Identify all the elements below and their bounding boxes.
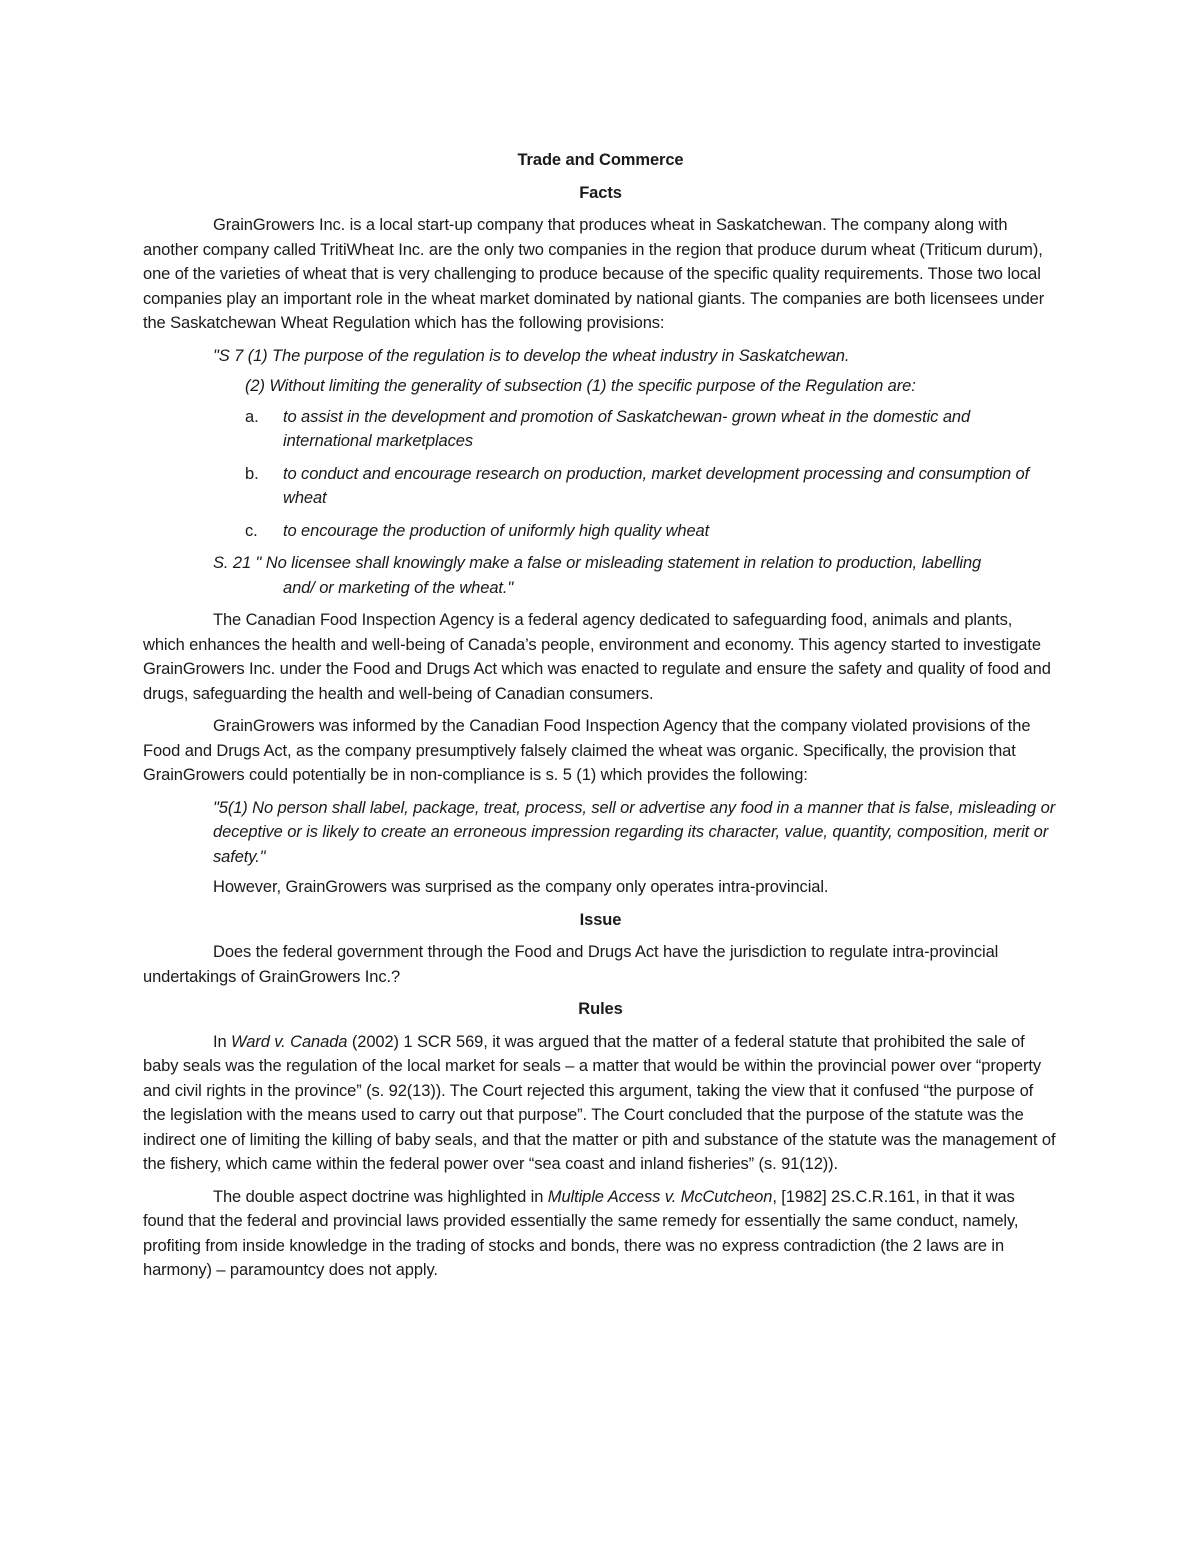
facts-paragraph-4: However, GrainGrowers was surprised as the company only operates intra-provincial. xyxy=(213,878,829,896)
list-marker: c. xyxy=(245,521,258,540)
regulation-s21-part-1: S. 21 " No licensee shall knowingly make a false or misleading statement in relation to production, labelling xyxy=(213,554,982,572)
food-drugs-act-s5-quote: "5(1) No person shall label, package, treat, process, sell or advertise any food in a manner that is false, misleading or deceptive or is likely to create an erroneous impression regarding its character, value, quantity, composition, merit or safety." xyxy=(213,798,1056,866)
list-item xyxy=(143,519,1058,544)
regulation-s7-1: "S 7 (1) The purpose of the regulation is to develop the wheat industry in Saskatchewan. xyxy=(213,346,850,365)
list-item-text: to assist in the development and promotion of Saskatchewan- grown wheat in the domestic and international marketplaces xyxy=(283,407,971,450)
document-title: Trade and Commerce xyxy=(517,151,684,169)
issue-text: Does the federal government through the Food and Drugs Act have the jurisdiction to regulate intra-provincial undertakings of GrainGrowers Inc.? xyxy=(143,943,999,986)
document-page xyxy=(143,148,1058,1291)
facts-paragraph-2: The Canadian Food Inspection Agency is a federal agency dedicated to safeguarding food, animals and plants, which enhances the health and well-being of Canada’s people, environment and economy. This agency started to investigate GrainGrowers Inc. under the Food and Drugs Act which was enacted to regulate and ensure the safety and quality of food and drugs, safeguarding the health and well-being of Canadian consumers. xyxy=(143,611,1051,703)
list-item-text: to conduct and encourage research on production, market development processing and consumption of wheat xyxy=(283,464,1030,507)
rules-multiple-access-paragraph: The double aspect doctrine was highlighted in Multiple Access v. McCutcheon, [1982] 2S.C.R.161, in that it was found that the federal and provincial laws provided essentially the same remedy for essentially the same conduct, namely, profiting from inside knowledge in the trading of stocks and bonds, there was no express contradiction (the 2 laws are in harmony) – paramountcy does not apply. xyxy=(143,1187,1019,1279)
list-item-text: to encourage the production of uniformly high quality wheat xyxy=(283,521,710,540)
rules-ward-paragraph: In Ward v. Canada (2002) 1 SCR 569, it was argued that the matter of a federal statute that prohibited the sale of baby seals was the regulation of the local market for seals – a matter that would be within the provincial power over “property and civil rights in the province” (s. 92(13)). The Court rejected this argument, taking the view that it confused “the purpose of the legislation with the means used to carry out that purpose”. The Court concluded that the purpose of the statute was the indirect one of limiting the killing of baby seals, and that the matter or pith and substance of the statute was the management of the fishery, which came within the federal power over “sea coast and inland fisheries” (s. 91(12)). xyxy=(143,1032,1056,1173)
regulation-s21 xyxy=(143,551,1058,600)
list-marker: b. xyxy=(245,464,259,483)
facts-heading: Facts xyxy=(579,183,622,202)
regulation-s7-2: (2) Without limiting the generality of subsection (1) the specific purpose of the Regulation are: xyxy=(245,377,916,395)
facts-paragraph-3: GrainGrowers was informed by the Canadian Food Inspection Agency that the company violated provisions of the Food and Drugs Act, as the company presumptively falsely claimed the wheat was organic. Specifically, the provision that GrainGrowers could potentially be in non-compliance is s. 5 (1) which provides the following: xyxy=(143,717,1031,784)
rules-heading: Rules xyxy=(578,1000,623,1018)
list-item xyxy=(143,462,1058,511)
case-name-multiple-access: Multiple Access v. McCutcheon xyxy=(547,1187,773,1206)
issue-heading: Issue xyxy=(579,910,622,929)
regulation-purpose-list xyxy=(143,405,1058,544)
regulation-s21-part-2: and/ or marketing of the wheat." xyxy=(283,578,514,597)
facts-paragraph-1: GrainGrowers Inc. is a local start-up company that produces wheat in Saskatchewan. The company along with another company called TritiWheat Inc. are the only two companies in the region that produce durum wheat (Triticum durum), one of the varieties of wheat that is very challenging to produce because of the specific quality requirements. Those two local companies play an important role in the wheat market dominated by national giants. The companies are both licensees under the Saskatchewan Wheat Regulation which has the following provisions: xyxy=(143,216,1045,332)
list-marker: a. xyxy=(245,407,259,426)
case-name-ward: Ward v. Canada xyxy=(231,1032,348,1051)
list-item xyxy=(143,405,1058,454)
